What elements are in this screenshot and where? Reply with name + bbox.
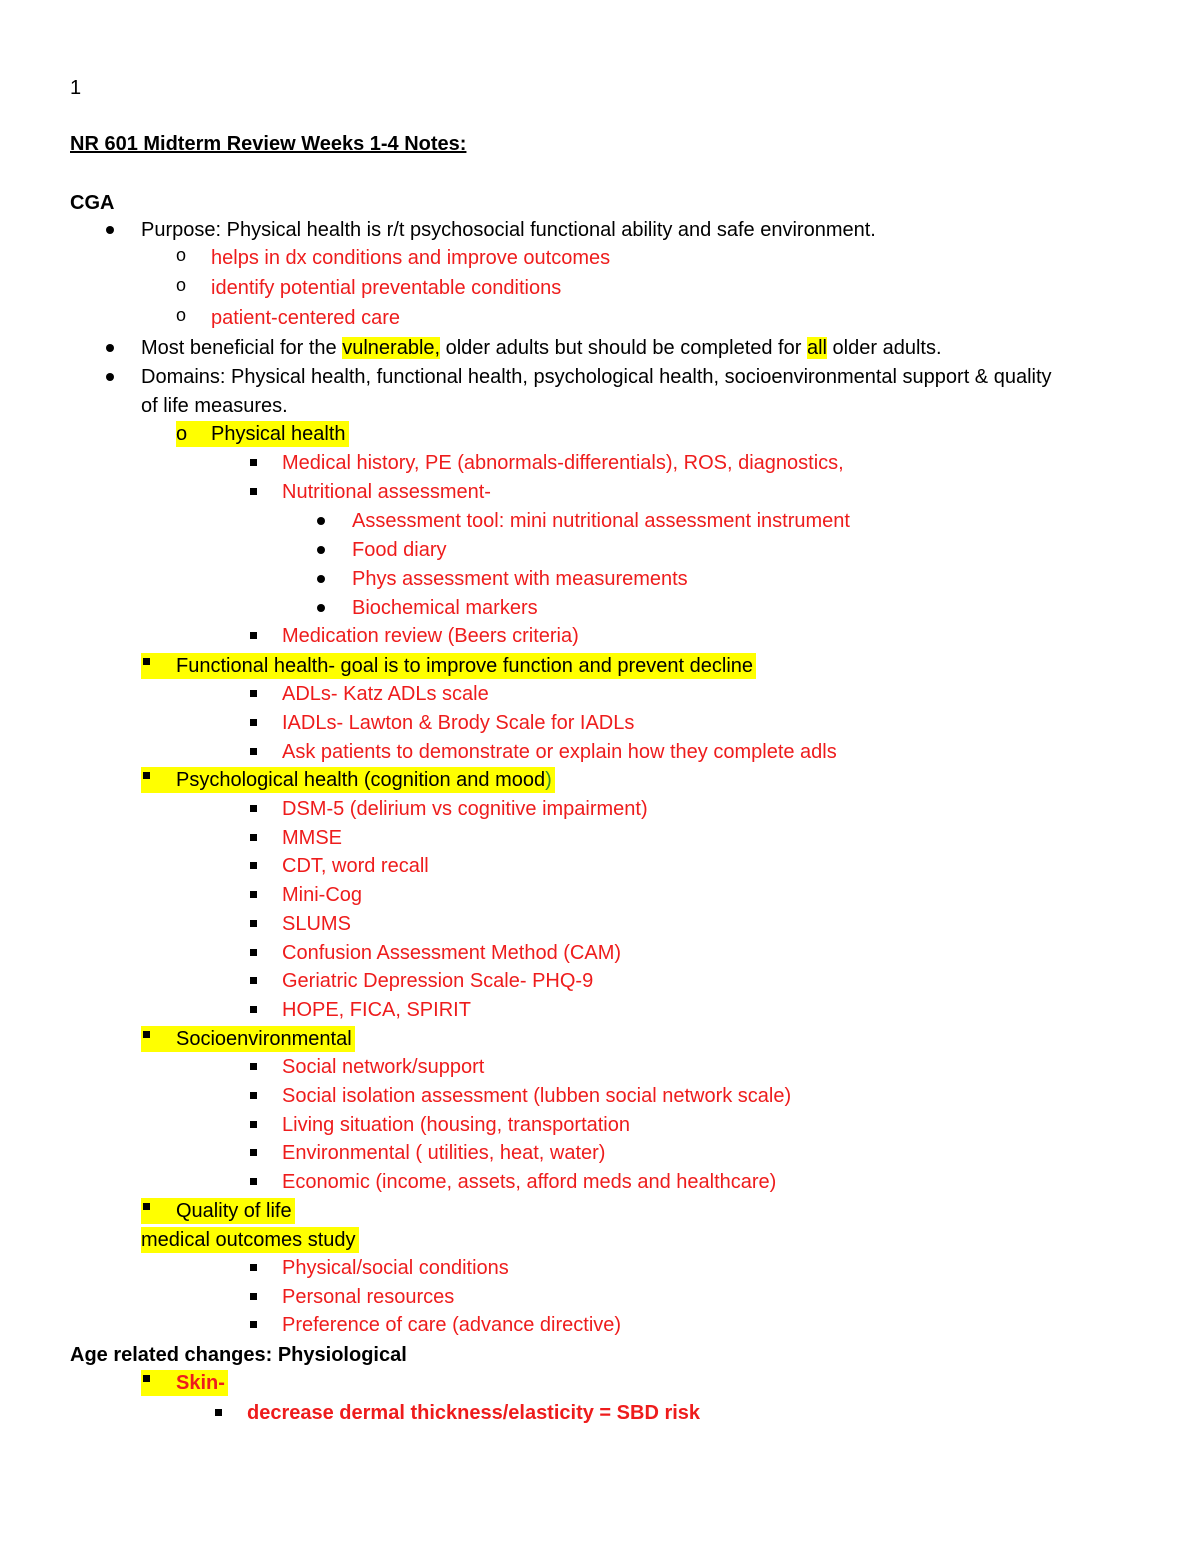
square-bullet-icon: [250, 949, 257, 956]
physical-item: Nutritional assessment-: [282, 481, 491, 503]
square-bullet-icon: [250, 1063, 257, 1070]
socio-item: Social isolation assessment (lubben social network scale): [282, 1085, 792, 1107]
bullet-dot-icon: [317, 604, 325, 612]
psych-item: CDT, word recall: [282, 855, 429, 877]
psych-item: SLUMS: [282, 913, 351, 935]
socio-item: Living situation (housing, transportation: [282, 1114, 630, 1136]
bullet-dot-icon: [106, 344, 114, 352]
square-bullet-icon: [250, 748, 257, 755]
square-bullet-icon: [250, 805, 257, 812]
functional-item: Ask patients to demonstrate or explain how they complete adls: [282, 741, 837, 763]
square-bullet-icon: [250, 891, 257, 898]
psych-item: DSM-5 (delirium vs cognitive impairment): [282, 798, 648, 820]
psych-item: HOPE, FICA, SPIRIT: [282, 999, 471, 1021]
skin-label: Skin-: [176, 1372, 225, 1394]
beneficial-text: older adults but should be completed for: [440, 337, 807, 359]
purpose-sub-item: identify potential preventable conditions: [211, 277, 562, 299]
quality-subheading: medical outcomes study: [141, 1227, 359, 1253]
purpose-sub-item: patient-centered care: [211, 307, 401, 329]
highlight-vulnerable: vulnerable,: [342, 337, 441, 359]
socio-item: Social network/support: [282, 1056, 485, 1078]
physical-health-heading: [176, 421, 349, 447]
closing-paren: ): [545, 769, 552, 791]
quality-of-life-heading: [141, 1198, 295, 1224]
age-changes-heading: Age related changes: Physiological: [70, 1344, 407, 1366]
psych-item: MMSE: [282, 827, 342, 849]
square-bullet-icon: [250, 1092, 257, 1099]
square-bullet-icon: [250, 1293, 257, 1300]
functional-health-label: Functional health- goal is to improve function and prevent decline: [176, 655, 754, 677]
domains-line: Domains: Physical health, functional health, psychological health, socioenvironmental support & quality: [141, 366, 1052, 388]
beneficial-line: [141, 335, 942, 361]
skin-heading: [141, 1370, 228, 1396]
nutrition-item: Biochemical markers: [352, 597, 538, 619]
section-heading-cga: CGA: [70, 192, 115, 214]
circle-bullet-icon: o: [176, 245, 187, 265]
psychological-health-label: Psychological health (cognition and mood: [176, 769, 546, 791]
psych-item: Confusion Assessment Method (CAM): [282, 942, 622, 964]
psychological-health-heading: [141, 767, 555, 793]
square-bullet-icon: [250, 862, 257, 869]
square-bullet-icon: [250, 1149, 257, 1156]
square-bullet-icon: [250, 1321, 257, 1328]
bullet-dot-icon: [317, 575, 325, 583]
square-bullet-icon: [250, 1178, 257, 1185]
nutrition-item: Food diary: [352, 539, 447, 561]
square-bullet-icon: [250, 719, 257, 726]
socioenvironmental-label: Socioenvironmental: [176, 1028, 352, 1050]
psych-item: Mini-Cog: [282, 884, 363, 906]
circle-bullet-icon: o: [176, 275, 187, 295]
bullet-dot-icon: [317, 546, 325, 554]
square-bullet-icon: [250, 1264, 257, 1271]
quality-of-life-label: Quality of life: [176, 1200, 292, 1222]
physical-health-label: Physical health: [211, 423, 346, 445]
functional-health-heading: [141, 653, 756, 679]
square-bullet-icon: [250, 834, 257, 841]
bullet-dot-icon: [106, 373, 114, 381]
square-bullet-icon: [215, 1409, 222, 1416]
quality-item: Personal resources: [282, 1286, 455, 1308]
functional-item: ADLs- Katz ADLs scale: [282, 683, 489, 705]
socio-item: Economic (income, assets, afford meds and healthcare): [282, 1171, 777, 1193]
square-bullet-icon: [250, 632, 257, 639]
beneficial-text: older adults.: [826, 337, 942, 359]
square-bullet-icon: [250, 690, 257, 697]
functional-item: IADLs- Lawton & Brody Scale for IADLs: [282, 712, 635, 734]
circle-bullet-icon: o: [176, 305, 187, 325]
physical-item: Medical history, PE (abnormals-differentials), ROS, diagnostics,: [282, 452, 844, 474]
square-bullet-icon: [250, 920, 257, 927]
socio-item: Environmental ( utilities, heat, water): [282, 1142, 606, 1164]
square-bullet-icon: [250, 1121, 257, 1128]
square-bullet-icon: [250, 977, 257, 984]
nutrition-item: Assessment tool: mini nutritional assessment instrument: [352, 510, 850, 532]
quality-item: Preference of care (advance directive): [282, 1314, 622, 1336]
square-bullet-icon: [250, 488, 257, 495]
socioenvironmental-heading: [141, 1026, 355, 1052]
medication-review: Medication review (Beers criteria): [282, 625, 579, 647]
beneficial-text: Most beneficial for the: [141, 337, 343, 359]
page-number: 1: [70, 77, 82, 99]
square-bullet-icon: [250, 1006, 257, 1013]
square-bullet-icon: [250, 459, 257, 466]
page-title: NR 601 Midterm Review Weeks 1-4 Notes:: [70, 133, 467, 155]
highlight-all: all: [806, 337, 827, 359]
bullet-dot-icon: [317, 517, 325, 525]
psych-item: Geriatric Depression Scale- PHQ-9: [282, 970, 594, 992]
purpose-sub-item: helps in dx conditions and improve outcomes: [211, 247, 611, 269]
purpose-line: Purpose: Physical health is r/t psychosocial functional ability and safe environment.: [141, 219, 876, 241]
nutrition-item: Phys assessment with measurements: [352, 568, 688, 590]
circle-bullet-icon: o: [176, 423, 188, 445]
quality-item: Physical/social conditions: [282, 1257, 509, 1279]
bullet-dot-icon: [106, 226, 114, 234]
skin-item: decrease dermal thickness/elasticity = SBD risk: [247, 1402, 701, 1424]
domains-line-cont: of life measures.: [141, 395, 288, 417]
